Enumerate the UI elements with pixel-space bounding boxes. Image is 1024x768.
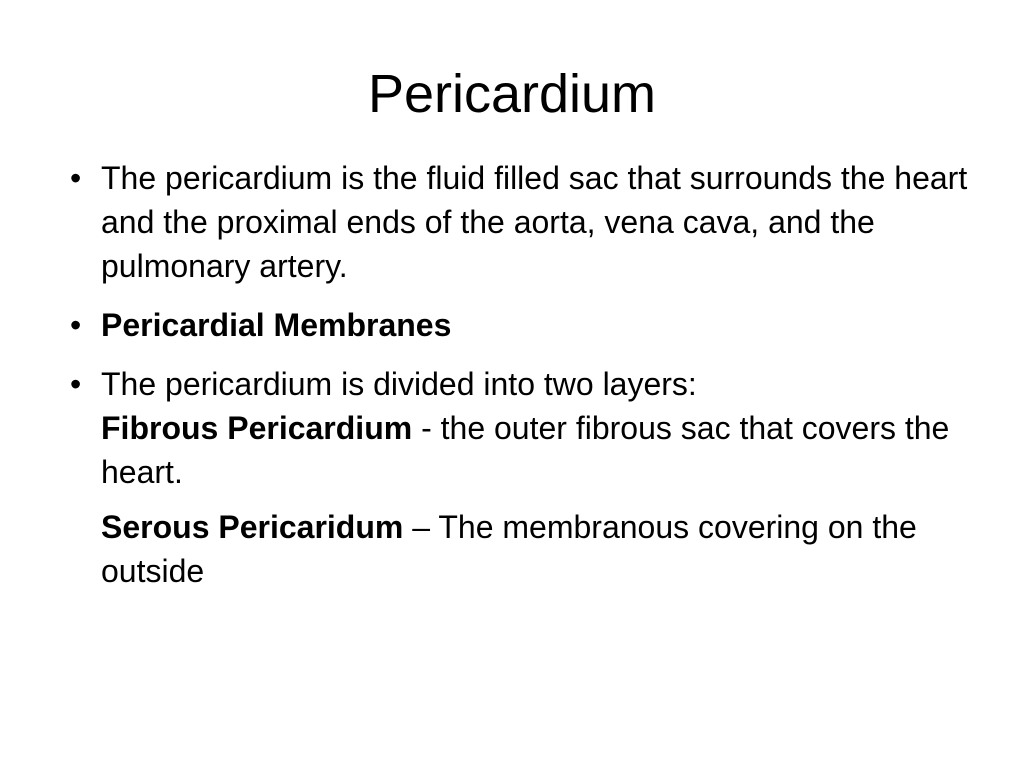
bullet-item-pericardium-definition bbox=[70, 156, 980, 288]
slide-title: Pericardium bbox=[367, 64, 657, 124]
bullet-item-pericardial-membranes bbox=[70, 303, 980, 347]
bullet-text: The pericardium is divided into two layers: bbox=[101, 366, 697, 402]
continuation-serous-pericardium bbox=[70, 505, 980, 593]
term-fibrous-description: - the outer fibrous sac that covers the heart. bbox=[101, 410, 950, 490]
term-serous-description: – The membranous covering on the outside bbox=[101, 509, 917, 589]
bullet-marker: • bbox=[70, 160, 82, 196]
bullet-text: The pericardium is the fluid filled sac that surrounds the heart and the proximal ends of the aorta, vena cava, and the pulmonary artery. bbox=[101, 160, 968, 284]
term-serous-pericardium: Serous Pericaridum bbox=[101, 509, 404, 545]
bullet-heading: Pericardial Membranes bbox=[101, 307, 452, 343]
bullet-marker: • bbox=[70, 307, 82, 343]
bullet-list bbox=[70, 156, 980, 593]
bullet-item-two-layers bbox=[70, 362, 980, 494]
bullet-marker: • bbox=[70, 366, 82, 402]
term-fibrous-pericardium: Fibrous Pericardium bbox=[101, 410, 413, 446]
